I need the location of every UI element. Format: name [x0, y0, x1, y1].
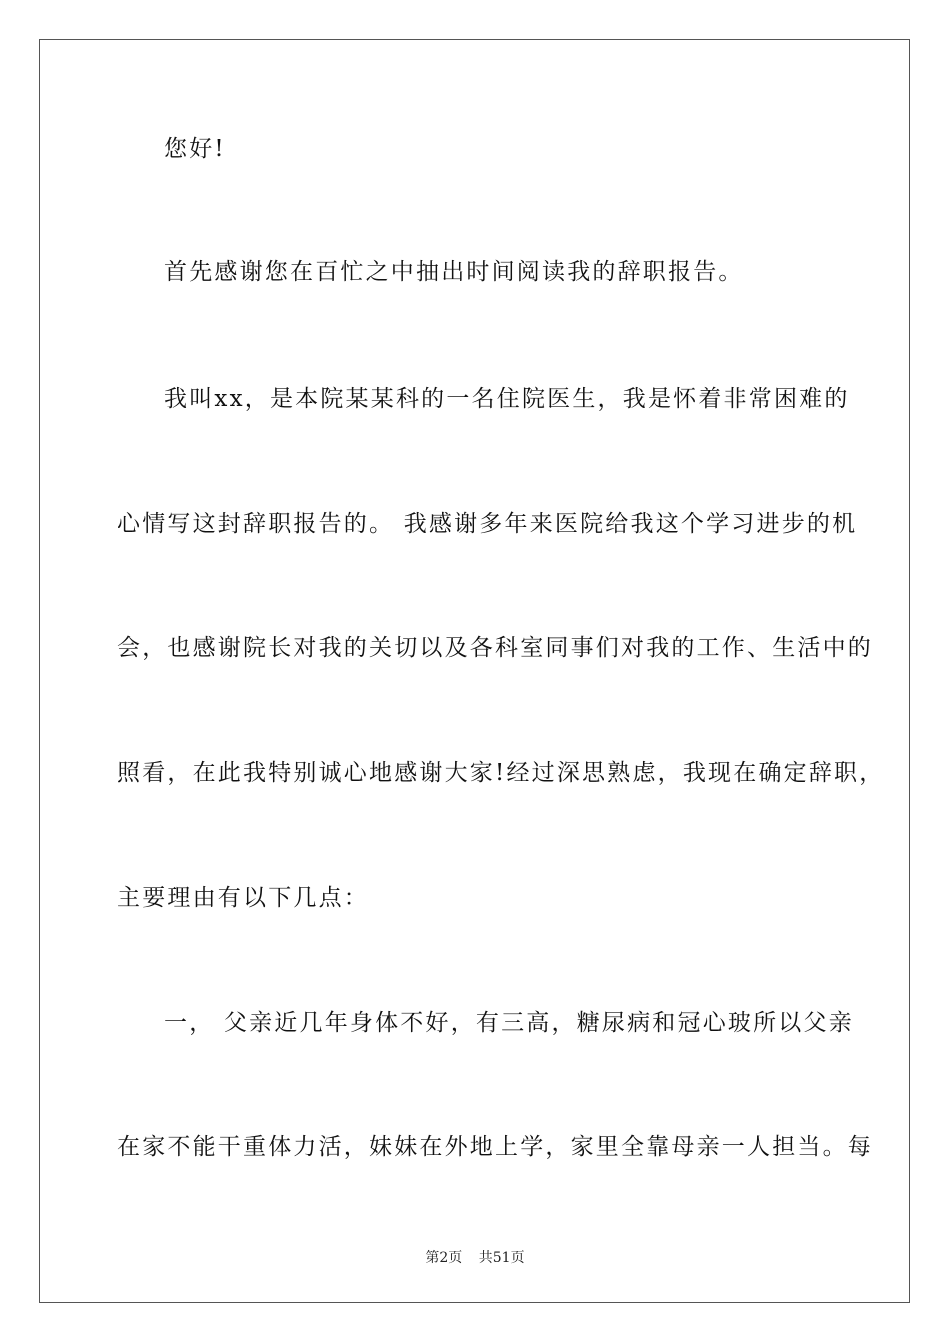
- page-number: 第2页: [425, 1250, 463, 1266]
- page-total: 共51页: [478, 1250, 525, 1266]
- paragraph-line: 主要理由有以下几点：: [117, 885, 369, 911]
- paragraph-line: 心情写这封辞职报告的。 我感谢多年来医院给我这个学习进步的机: [117, 511, 858, 537]
- paragraph-line: 会，也感谢院长对我的关切以及各科室同事们对我的工作、生活中的: [117, 635, 873, 661]
- paragraph-line: 首先感谢您在百忙之中抽出时间阅读我的辞职报告。: [164, 259, 744, 285]
- greeting-line: 您好!: [164, 136, 226, 162]
- paragraph-line: 一， 父亲近几年身体不好，有三高，糖尿病和冠心玻所以父亲: [164, 1010, 854, 1036]
- paragraph-line: 在家不能干重体力活，妹妹在外地上学，家里全靠母亲一人担当。每: [117, 1134, 873, 1160]
- paragraph-line: 照看，在此我特别诚心地感谢大家!经过深思熟虑，我现在确定辞职，: [117, 760, 885, 786]
- paragraph-line: 我叫xx，是本院某某科的一名住院医生，我是怀着非常困难的: [164, 386, 850, 412]
- page-frame: [39, 39, 910, 1303]
- page-footer: [0, 1247, 950, 1267]
